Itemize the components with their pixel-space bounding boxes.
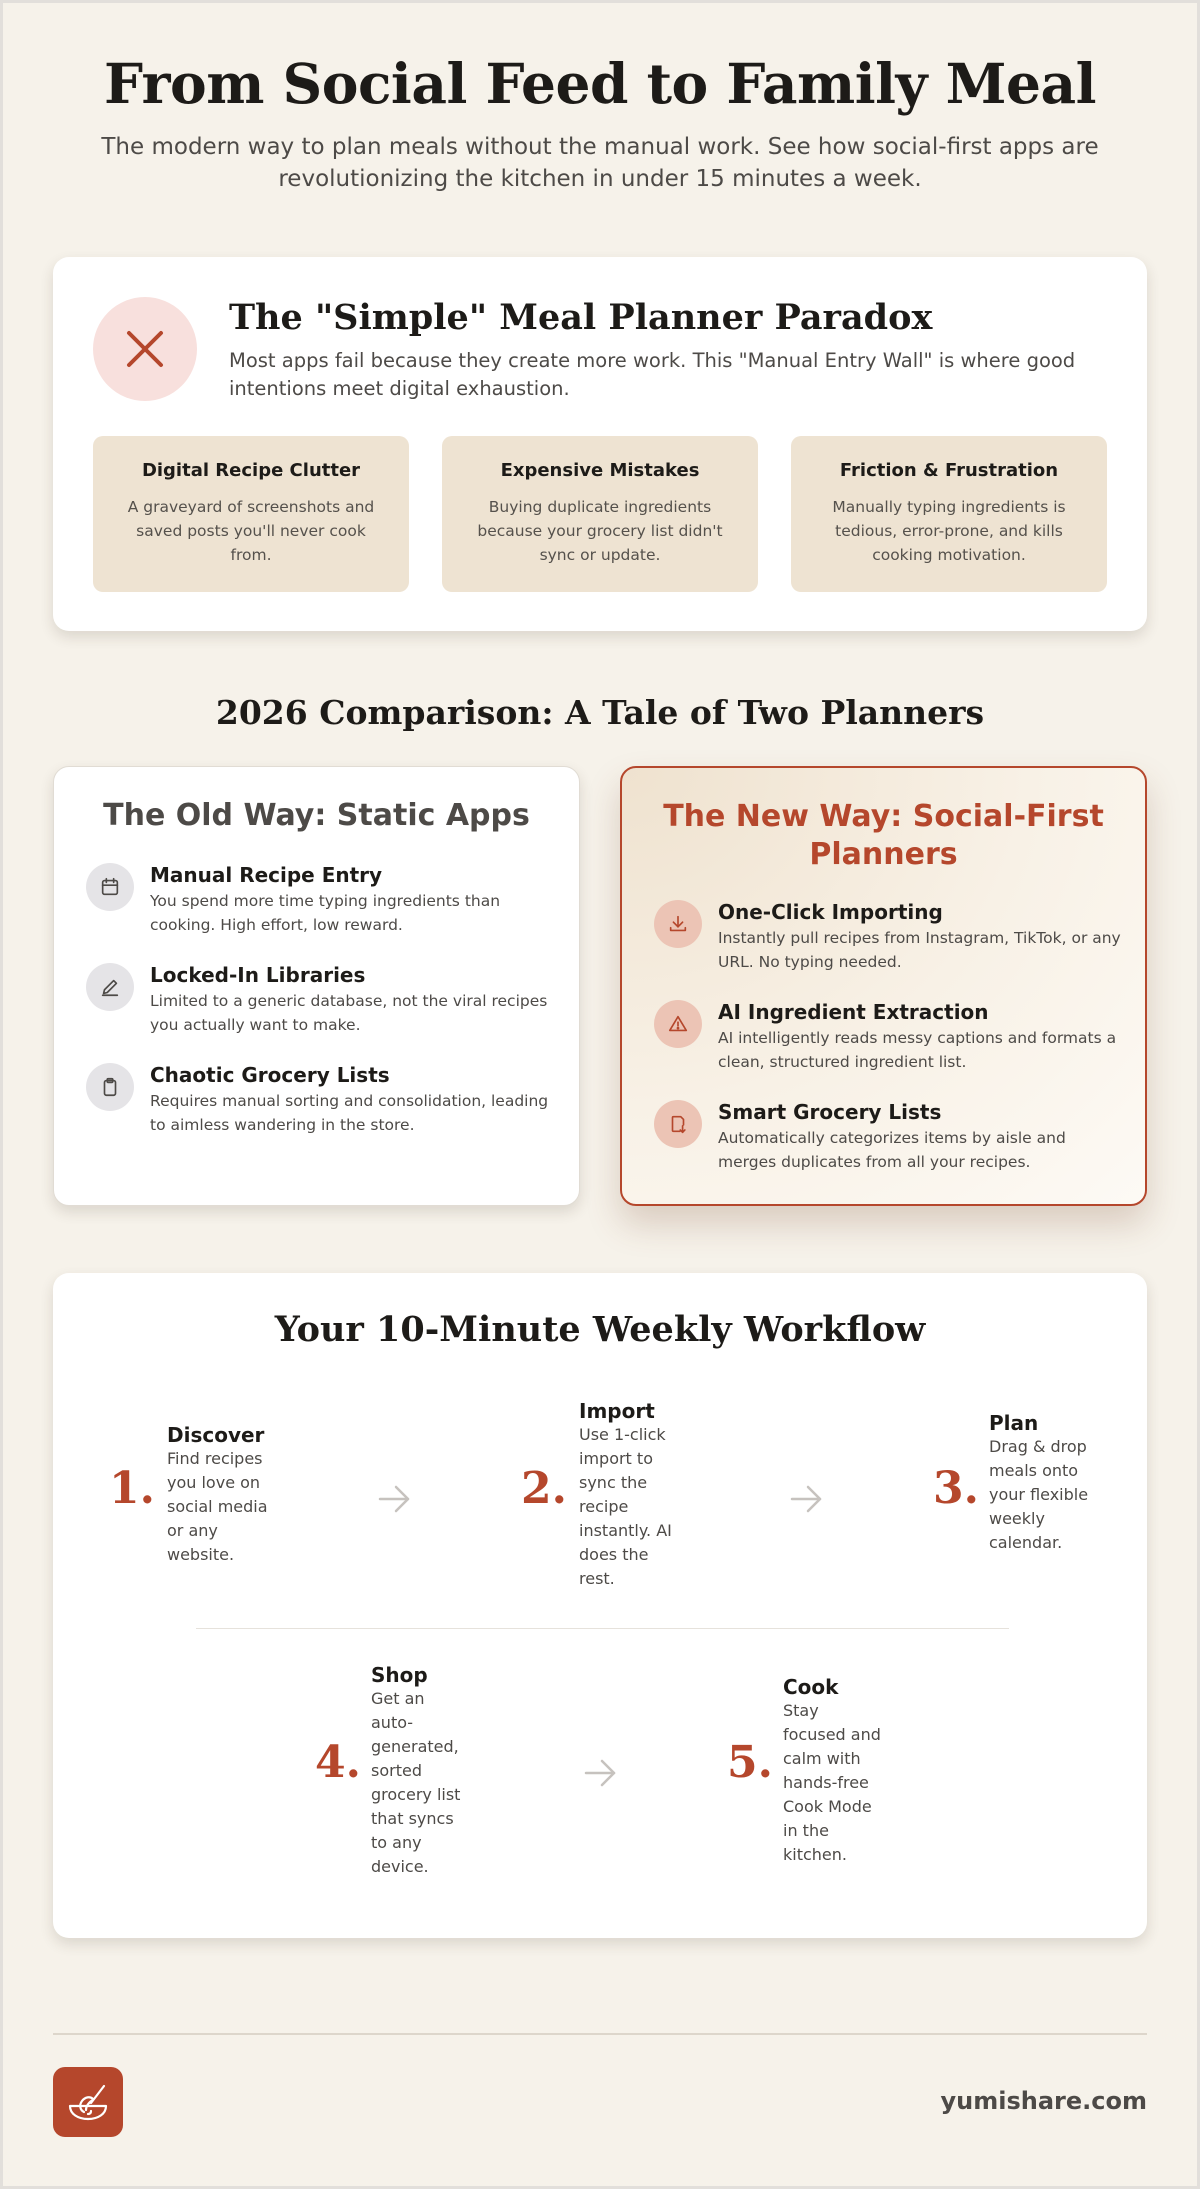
- item-text: AI intelligently reads messy captions and formats a clean, structured ingredient list.: [718, 1029, 1117, 1071]
- step-title: Shop: [371, 1663, 428, 1687]
- workflow-card: [53, 1273, 1147, 1938]
- item-text: You spend more time typing ingredients than cooking. High effort, low reward.: [150, 892, 501, 934]
- step-title: Plan: [989, 1411, 1039, 1435]
- page-subtitle: The modern way to plan meals without the manual work. See how social-first apps are revolutionizing the kitchen in under 15 minutes a week.: [101, 134, 1099, 192]
- workflow-divider: [196, 1628, 1009, 1629]
- infographic-page: [3, 3, 1197, 2186]
- pencil-icon: [86, 963, 134, 1011]
- step-number: 3.: [933, 1463, 979, 1514]
- new-item-one-click-import: [654, 900, 1125, 974]
- old-way-card: [53, 766, 580, 1206]
- site-domain[interactable]: yumishare.com: [940, 2087, 1147, 2115]
- item-text: Instantly pull recipes from Instagram, TikTok, or any URL. No typing needed.: [718, 929, 1121, 971]
- calendar-icon: [86, 863, 134, 911]
- arrow-right-icon: [788, 1481, 824, 1517]
- paradox-description: Most apps fail because they create more work. This "Manual Entry Wall" is where good intentions meet digital exhaustion.: [229, 349, 1076, 400]
- paradox-card: [53, 257, 1147, 631]
- step-text: Drag & drop meals onto your flexible weekly calendar.: [989, 1437, 1089, 1552]
- item-title: Smart Grocery Lists: [718, 1100, 942, 1124]
- new-way-card: [620, 766, 1147, 1206]
- step-title: Import: [579, 1399, 655, 1423]
- problem-box-text: A graveyard of screenshots and saved posts you'll never cook from.: [127, 498, 375, 564]
- item-title: One-Click Importing: [718, 900, 943, 924]
- old-way-title: The Old Way: Static Apps: [103, 798, 530, 833]
- problem-box-text: Buying duplicate ingredients because your grocery list didn't sync or update.: [477, 498, 723, 564]
- arrow-right-icon: [376, 1481, 412, 1517]
- footer-divider: [53, 2033, 1147, 2035]
- problem-box-title: Friction & Frustration: [839, 460, 1059, 481]
- old-item-manual-entry: [86, 863, 559, 937]
- item-title: Manual Recipe Entry: [150, 863, 383, 887]
- step-number: 1.: [109, 1463, 155, 1514]
- warning-icon: [654, 1000, 702, 1048]
- item-title: AI Ingredient Extraction: [718, 1000, 989, 1024]
- step-title: Cook: [783, 1675, 839, 1699]
- item-text: Limited to a generic database, not the viral recipes you actually want to make.: [150, 992, 548, 1034]
- step-text: Use 1-click import to sync the recipe instantly. AI does the rest.: [579, 1425, 672, 1588]
- workflow-title: Your 10-Minute Weekly Workflow: [274, 1309, 926, 1350]
- step-text: Find recipes you love on social media or any website.: [167, 1449, 268, 1564]
- list-download-icon: [654, 1100, 702, 1148]
- step-text: Stay focused and calm with hands-free Cook Mode in the kitchen.: [783, 1701, 881, 1864]
- item-text: Requires manual sorting and consolidation, leading to aimless wandering in the store.: [150, 1092, 549, 1134]
- clipboard-icon: [86, 1063, 134, 1111]
- comparison-title: 2026 Comparison: A Tale of Two Planners: [215, 693, 985, 732]
- step-text: Get an auto-generated, sorted grocery list that syncs to any device.: [371, 1689, 461, 1876]
- item-title: Chaotic Grocery Lists: [150, 1063, 390, 1087]
- paradox-title: The "Simple" Meal Planner Paradox: [229, 297, 933, 338]
- step-title: Discover: [167, 1423, 265, 1447]
- arrow-right-icon: [582, 1755, 618, 1791]
- item-text: Automatically categorizes items by aisle and merges duplicates from all your recipes.: [718, 1129, 1066, 1171]
- problem-box-mistakes: [442, 436, 758, 592]
- new-item-ai-extraction: [654, 1000, 1125, 1074]
- page-title: From Social Feed to Family Meal: [103, 51, 1097, 116]
- download-icon: [654, 900, 702, 948]
- item-title: Locked-In Libraries: [150, 963, 366, 987]
- problem-box-title: Digital Recipe Clutter: [141, 460, 361, 481]
- new-way-title: The New Way: Social-First Planners: [663, 799, 1104, 872]
- problem-box-text: Manually typing ingredients is tedious, error-prone, and kills cooking motivation.: [832, 498, 1066, 564]
- old-item-locked-libraries: [86, 963, 559, 1037]
- problem-box-clutter: [93, 436, 409, 592]
- whisk-bowl-icon[interactable]: [53, 2067, 123, 2137]
- problem-box-title: Expensive Mistakes: [500, 460, 700, 481]
- step-number: 4.: [315, 1737, 361, 1788]
- close-icon: [93, 297, 197, 401]
- problem-box-friction: [791, 436, 1107, 592]
- old-item-grocery-lists: [86, 1063, 559, 1137]
- new-item-smart-grocery: [654, 1100, 1125, 1174]
- step-number: 2.: [521, 1463, 567, 1514]
- step-number: 5.: [727, 1737, 773, 1788]
